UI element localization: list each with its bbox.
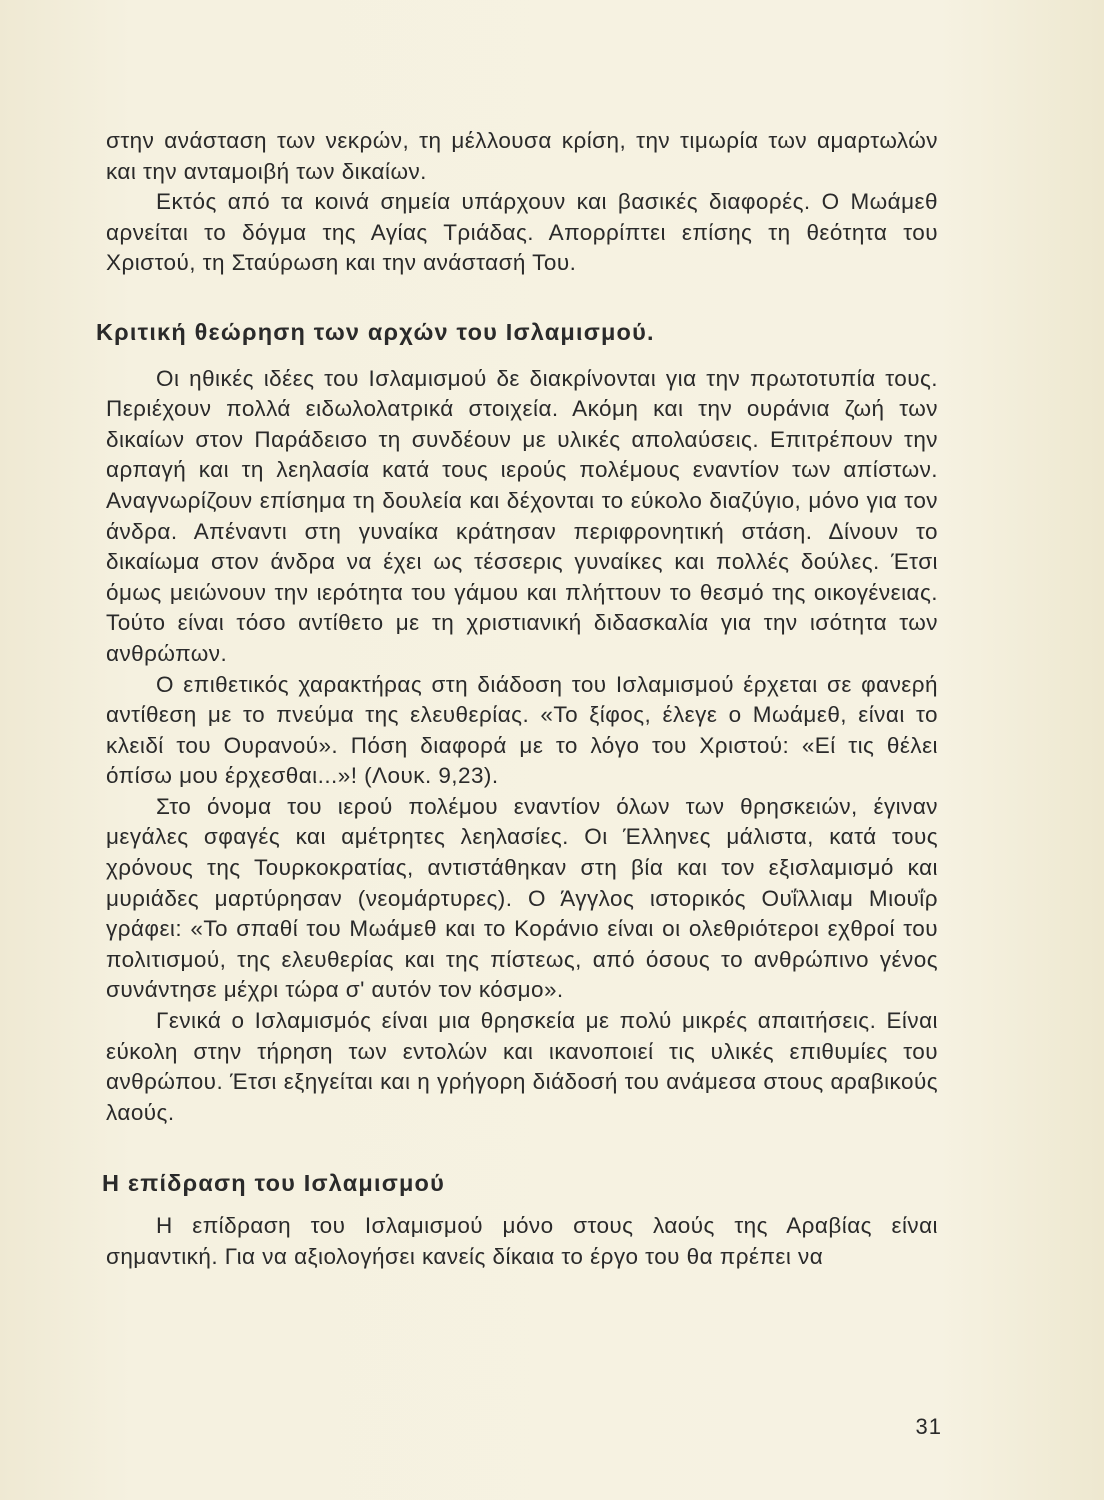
paragraph-aggression: Ο επιθετικός χαρακτήρας στη διάδοση του Ισλαμισμού έρχεται σε φανερή αντίθεση με το πνεύμα της ελευθερίας. «Το ξίφος, έλεγε ο Μωάμεθ, είναι το κλειδί του Ουρανού». Πόση διαφορά με το λόγο του Χριστού: «Εί τις θέλει όπίσω μου έρχεσθαι...»! (Λουκ. 9,23). <box>106 671 938 789</box>
paragraph-holy-war: Στο όνομα του ιερού πολέμου εναντίον όλων των θρησκειών, έγιναν μεγάλες σφαγές και αμέτρητες λεηλασίες. Οι Έλληνες μάλιστα, κατά τους χρόνους της Τουρκοκρατίας, αντιστάθηκαν στη βία και τον εξισλαμισμό και μυριάδες μαρτύρησαν (νεομάρτυρες). Ο Άγγλος ιστορικός Ουΐλλιαμ Μιουΐρ γράφει: «Το σπαθί του Μωάμεθ και το Κοράνιο είναι οι ολεθριότεροι εχθροί του πολιτισμού, της ελευθερίας και της πίστεως, από όσους το ανθρώπινο γένος συνάντησε μέχρι τώρα σ' αυτόν τον κόσμο». <box>106 793 938 1003</box>
paragraph-continued: στην ανάσταση των νεκρών, τη μέλλουσα κρίση, την τιμωρία των αμαρτωλών και την ανταμοιβή των δικαίων. <box>106 128 938 184</box>
paragraph-differences: Εκτός από τα κοινά σημεία υπάρχουν και βασικές διαφορές. Ο Μωάμεθ αρνείται το δόγμα της Αγίας Τριάδας. Απορρίπτει επίσης τη θεότητα του Χριστού, τη Σταύρωση και την ανάστασή Του. <box>106 189 938 276</box>
paragraph-summary: Γενικά ο Ισλαμισμός είναι μια θρησκεία με πολύ μικρές απαιτήσεις. Είναι εύκολη στην τήρηση των εντολών και ικανοποιεί τις υλικές επιθυμίες του ανθρώπου. Έτσι εξηγείται και η γρήγορη διάδοσή του ανάμεσα στους αραβικούς λαούς. <box>106 1008 938 1125</box>
section-heading-critique: Κριτική θεώρηση των αρχών του Ισλαμισμού. <box>96 318 655 345</box>
page-body <box>96 126 938 1272</box>
paragraph-influence: Η επίδραση του Ισλαμισμού μόνο στους λαούς της Αραβίας είναι σημαντική. Για να αξιολογήσει κανείς δίκαια το έργο του θα πρέπει να <box>106 1213 938 1269</box>
page-number: 31 <box>915 1414 942 1439</box>
paragraph-ethics: Οι ηθικές ιδέες του Ισλαμισμού δε διακρίνονται για την πρωτοτυπία τους. Περιέχουν πολλά ειδωλολατρικά στοιχεία. Ακόμη και την ουράνια ζωή των δικαίων στον Παράδεισο τη συνδέουν με υλικές απολαύσεις. Επιτρέπουν την αρπαγή και τη λεηλασία κατά τους ιερούς πολέμους εναντίον των απίστων. Αναγνωρίζουν επίσημα τη δουλεία και δέχονται το εύκολο διαζύγιο, μόνο για τον άνδρα. Απέναντι στη γυναίκα κράτησαν περιφρονητική στάση. Δίνουν το δικαίωμα στον άνδρα να έχει ως τέσσερις γυναίκες και πολλές δούλες. Έτσι όμως μειώνουν την ιερότητα του γάμου και πλήττουν το θεσμό της οικογένειας. Τούτο είναι τόσο αντίθετο με τη χριστιανική διδασκαλία για την ισότητα των ανθρώπων. <box>106 365 938 666</box>
section-heading-influence: Η επίδραση του Ισλαμισμού <box>102 1170 445 1197</box>
